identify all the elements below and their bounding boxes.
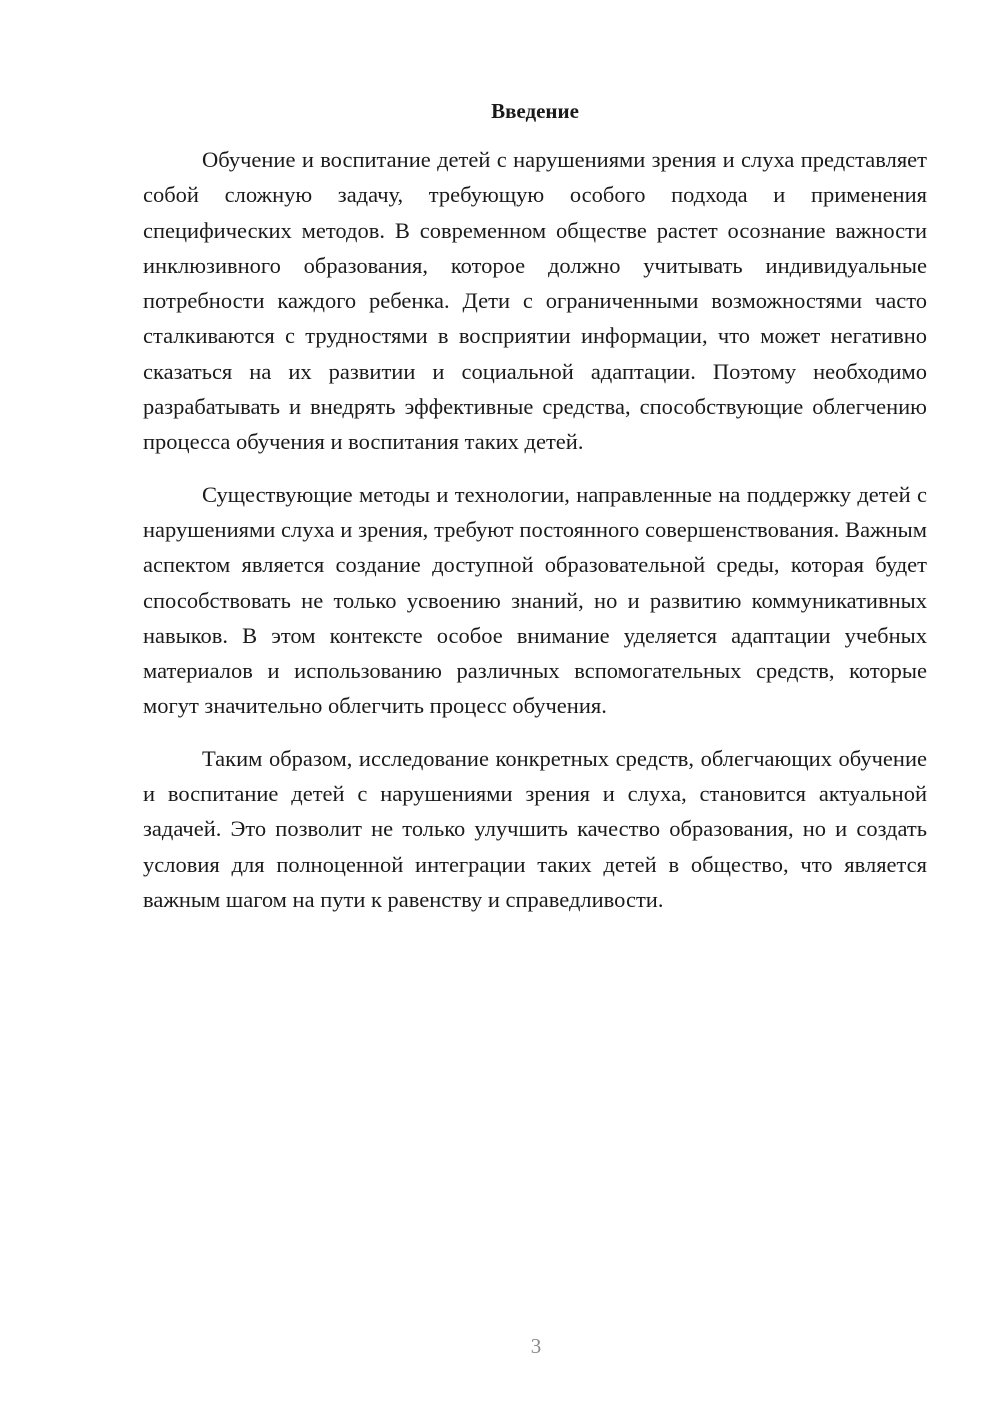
paragraph-3: Таким образом, исследование конкретных средств, облегчающих обучение и воспитание детей с нарушениями зрения и слуха, становится актуальной задачей. Это позволит не только улучшить качество образования, но и создать условия для полноценной интеграции таких детей в общество, что является важным шагом на пути к равенству и справедливости. xyxy=(143,745,927,912)
page-title: Введение xyxy=(491,99,579,123)
document-body xyxy=(143,142,927,934)
paragraph-2: Существующие методы и технологии, направленные на поддержку детей с нарушениями слуха и зрения, требуют постоянного совершенствования. Важным аспектом является создание доступной образовательной среды, которая будет способствовать не только усвоению знаний, но и развитию коммуникативных навыков. В этом контексте особое внимание уделяется адаптации учебных материалов и использованию различных вспомогательных средств, которые могут значительно облегчить процесс обучения. xyxy=(143,481,927,719)
paragraph-1: Обучение и воспитание детей с нарушениями зрения и слуха представляет собой сложную задачу, требующую особого подхода и применения специфических методов. В современном обществе растет осознание важности инклюзивного образования, которое должно учитывать индивидуальные потребности каждого ребенка. Дети с ограниченными возможностями часто сталкиваются с трудностями в восприятии информации, что может негативно сказаться на их развитии и социальной адаптации. Поэтому необходимо разрабатывать и внедрять эффективные средства, способствующие облегчению процесса обучения и воспитания таких детей. xyxy=(143,147,927,455)
page-number: 3 xyxy=(530,1334,542,1358)
